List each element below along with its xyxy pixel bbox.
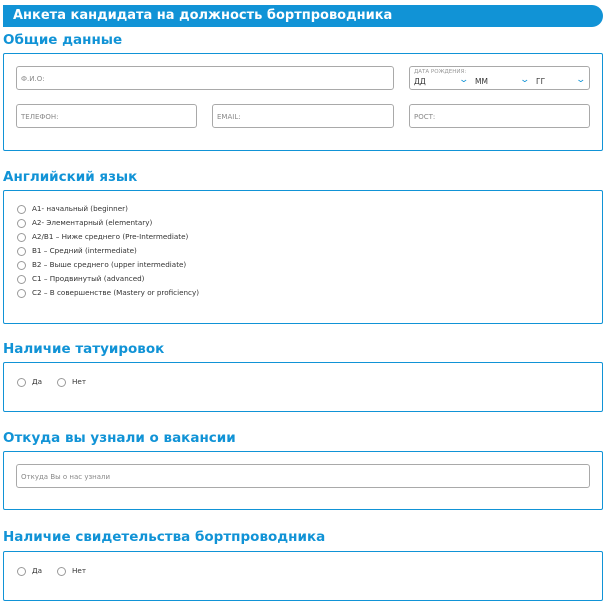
radio-button[interactable] [17,233,26,242]
section-title-certificate: Наличие свидетельства бортпроводника [3,529,326,545]
phone-input[interactable] [16,104,197,128]
fio-input[interactable] [16,66,394,90]
section-title-english: Английский язык [3,169,138,185]
english-option-b1[interactable]: B1 – Средний (intermediate) [17,246,137,256]
radio-button[interactable] [57,567,66,576]
tattoos-no[interactable]: Нет [57,377,86,387]
radio-button[interactable] [17,247,26,256]
source-input[interactable] [16,464,590,488]
dob-month-select[interactable] [473,77,531,90]
dob-day-select[interactable] [412,77,470,90]
radio-button[interactable] [17,275,26,284]
english-option-a2b1[interactable]: A2/B1 – Ниже среднего (Pre-Intermediate) [17,232,188,242]
dob-month-value: ММ [475,77,488,86]
height-input[interactable] [409,104,590,128]
dob-year-value: ГГ [536,77,546,86]
chevron-down-icon: ⌄ [519,75,531,85]
section-title-source: Откуда вы узнали о вакансии [3,430,236,446]
english-option-a1[interactable]: A1- начальный (beginner) [17,204,128,214]
radio-button[interactable] [57,378,66,387]
panel-english [3,190,603,324]
radio-button[interactable] [17,378,26,387]
radio-button[interactable] [17,219,26,228]
english-option-b2[interactable]: B2 – Выше среднего (upper intermediate) [17,260,186,270]
panel-source [3,451,603,510]
certificate-no[interactable]: Нет [57,566,86,576]
form-header: Анкета кандидата на должность бортпроводника [3,5,603,27]
fio-placeholder: Ф.И.О: [21,75,45,83]
panel-tattoos [3,362,603,412]
dob-day-value: ДД [414,77,426,86]
panel-certificate [3,551,603,601]
radio-button[interactable] [17,205,26,214]
section-title-tattoos: Наличие татуировок [3,341,165,357]
source-placeholder: Откуда Вы о нас узнали [21,473,111,481]
email-input[interactable] [212,104,394,128]
certificate-yes[interactable]: Да [17,566,42,576]
panel-general [3,53,603,151]
radio-button[interactable] [17,567,26,576]
english-option-c2[interactable]: C2 – В совершенстве (Mastery or proficiency) [17,288,199,298]
section-title-general: Общие данные [3,32,123,48]
chevron-down-icon: ⌄ [458,75,470,85]
radio-button[interactable] [17,261,26,270]
tattoos-yes[interactable]: Да [17,377,42,387]
english-option-a2[interactable]: A2- Элементарный (elementary) [17,218,152,228]
chevron-down-icon: ⌄ [575,75,587,85]
dob-label: ДАТА РОЖДЕНИЯ: [414,69,467,75]
height-placeholder: РОСТ: [414,113,436,121]
english-option-c1[interactable]: C1 – Продвинутый (advanced) [17,274,145,284]
dob-group [409,66,590,90]
radio-button[interactable] [17,289,26,298]
email-placeholder: EMAIL: [217,113,241,121]
dob-year-select[interactable] [534,77,587,90]
phone-placeholder: ТЕЛЕФОН: [21,113,59,121]
